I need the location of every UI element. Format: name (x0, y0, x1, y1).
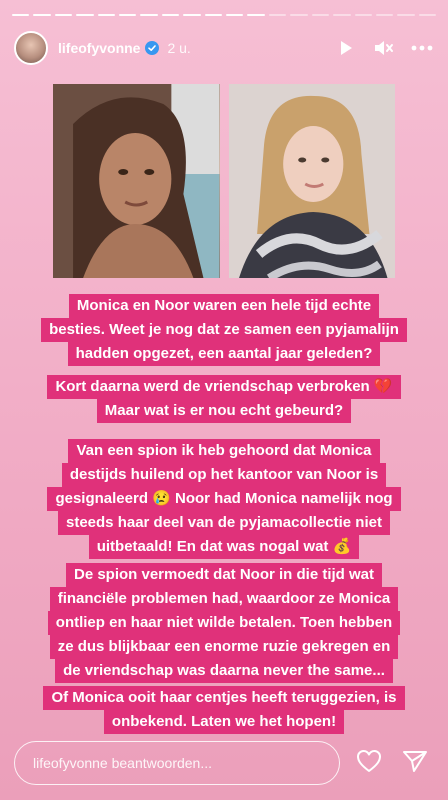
story-paragraph-1 (20, 294, 428, 366)
photo-monica (53, 84, 220, 278)
photo-noor (229, 84, 396, 278)
progress-segment (205, 14, 222, 16)
text-line: De spion vermoedt dat Noor in die tijd wat (66, 563, 382, 587)
avatar[interactable] (14, 31, 48, 65)
story-photos (53, 84, 395, 278)
text-line: hadden opgezet, een aantal jaar geleden? (68, 342, 381, 366)
text-line: Of Monica ooit haar centjes heeft teruggezien, is (43, 686, 404, 710)
story-progress (12, 14, 436, 16)
progress-segment (183, 14, 200, 16)
story-paragraph-5 (20, 686, 428, 734)
progress-segment (290, 14, 307, 16)
more-icon[interactable] (410, 36, 434, 60)
progress-segment (355, 14, 372, 16)
story-header (14, 30, 434, 66)
text-line: Kort daarna werd de vriendschap verbroken 💔 (47, 375, 400, 399)
progress-segment (397, 14, 414, 16)
progress-segment (33, 14, 50, 16)
text-line: Maar wat is er nou echt gebeurd? (97, 399, 351, 423)
text-line: de vriendschap was daarna never the same... (55, 659, 393, 683)
text-line: ze dus blijkbaar een enorme ruzie gekregen en (50, 635, 399, 659)
text-line: financiële problemen had, waardoor ze Monica (50, 587, 399, 611)
text-line: onbekend. Laten we het hopen! (104, 710, 344, 734)
mute-icon[interactable] (372, 36, 396, 60)
progress-segment (226, 14, 243, 16)
reply-bar (14, 740, 434, 786)
progress-segment (269, 14, 286, 16)
reply-input[interactable] (14, 741, 340, 785)
progress-segment (55, 14, 72, 16)
progress-segment (333, 14, 350, 16)
story-paragraph-4 (20, 563, 428, 683)
play-icon[interactable] (334, 36, 358, 60)
progress-segment (162, 14, 179, 16)
text-line: gesignaleerd 😢 Noor had Monica namelijk nog (47, 487, 400, 511)
text-line: Monica en Noor waren een hele tijd echte (69, 294, 379, 318)
heart-icon[interactable] (356, 749, 382, 778)
text-line: besties. Weet je nog dat ze samen een pyjamalijn (41, 318, 407, 342)
progress-segment (119, 14, 136, 16)
text-line: destijds huilend op het kantoor van Noor is (62, 463, 386, 487)
progress-segment (98, 14, 115, 16)
progress-segment (376, 14, 393, 16)
progress-segment (419, 14, 436, 16)
story-paragraph-3 (20, 439, 428, 559)
post-time: 2 u. (167, 40, 191, 56)
username[interactable]: lifeofyvonne (58, 40, 141, 56)
text-line: steeds haar deel van de pyjamacollectie niet (58, 511, 390, 535)
send-icon[interactable] (402, 749, 428, 778)
text-line: uitbetaald! En dat was nogal wat 💰 (89, 535, 360, 559)
progress-segment (247, 14, 264, 16)
progress-segment (312, 14, 329, 16)
progress-segment (76, 14, 93, 16)
progress-segment (140, 14, 157, 16)
progress-segment (12, 14, 29, 16)
text-line: Van een spion ik heb gehoord dat Monica (68, 439, 379, 463)
verified-badge-icon (145, 41, 159, 55)
story-paragraph-2 (20, 375, 428, 423)
text-line: ontliep en haar niet wilde betalen. Toen hebben (48, 611, 400, 635)
